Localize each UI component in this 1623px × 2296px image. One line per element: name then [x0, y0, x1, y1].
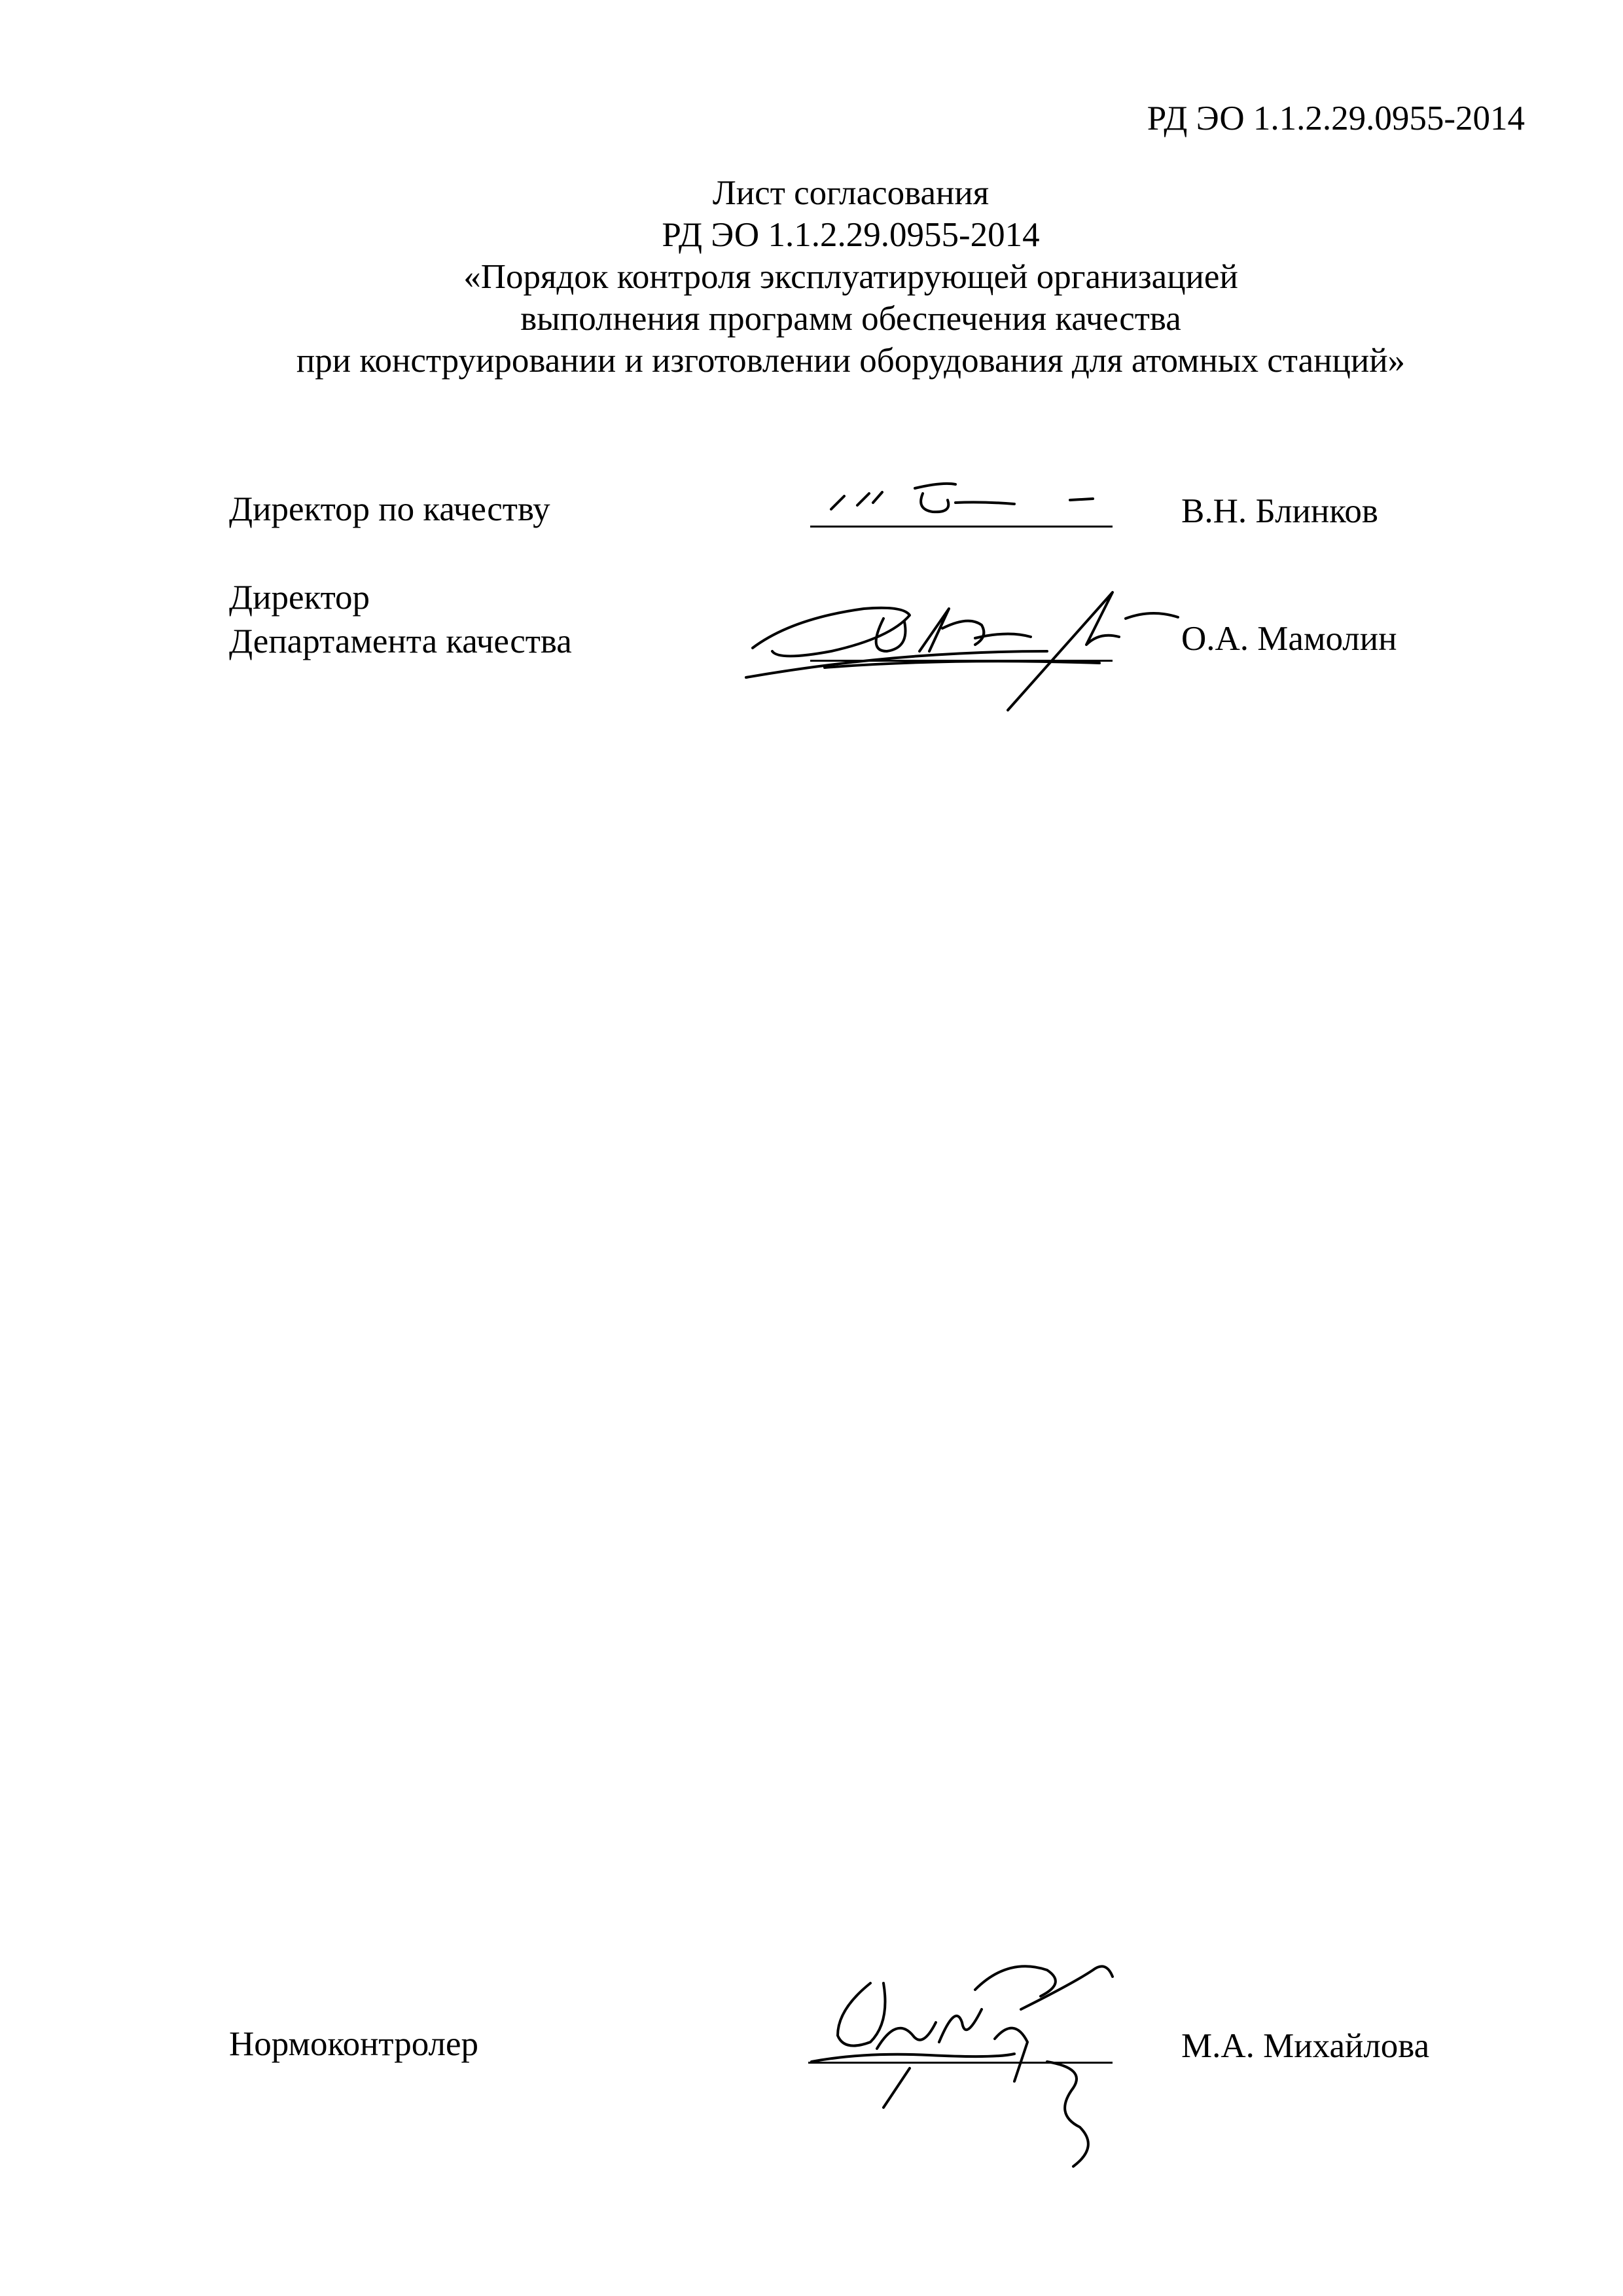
title-line-4: выполнения программ обеспечения качества — [520, 300, 1181, 338]
signatory-position — [229, 2022, 478, 2066]
title-line-2: РД ЭО 1.1.2.29.0955-2014 — [662, 216, 1040, 254]
title-line-3: «Порядок контроля эксплуатирующей организацией — [463, 258, 1238, 296]
signatory-name: О.А. Мамолин — [1181, 620, 1397, 658]
signatory-position — [229, 576, 572, 664]
signature-image — [733, 553, 1191, 723]
signature-image — [818, 476, 1106, 529]
document-code: РД ЭО 1.1.2.29.0955-2014 — [1147, 99, 1525, 137]
title-line-5: при конструировании и изготовлении оборудования для атомных станций» — [296, 342, 1406, 380]
title-line-1: Лист согласования — [712, 174, 990, 212]
signatory-name: М.А. Михайлова — [1181, 2027, 1430, 2065]
position-line: Директор — [229, 579, 370, 617]
position-line: Директор по качеству — [229, 490, 550, 528]
position-line: Нормоконтролер — [229, 2025, 479, 2063]
approval-sheet-title — [131, 172, 1571, 382]
signature-image — [798, 1944, 1139, 2193]
position-line: Департамента качества — [229, 622, 572, 660]
signatory-name: В.Н. Блинков — [1181, 492, 1378, 530]
signatory-position — [229, 488, 550, 531]
